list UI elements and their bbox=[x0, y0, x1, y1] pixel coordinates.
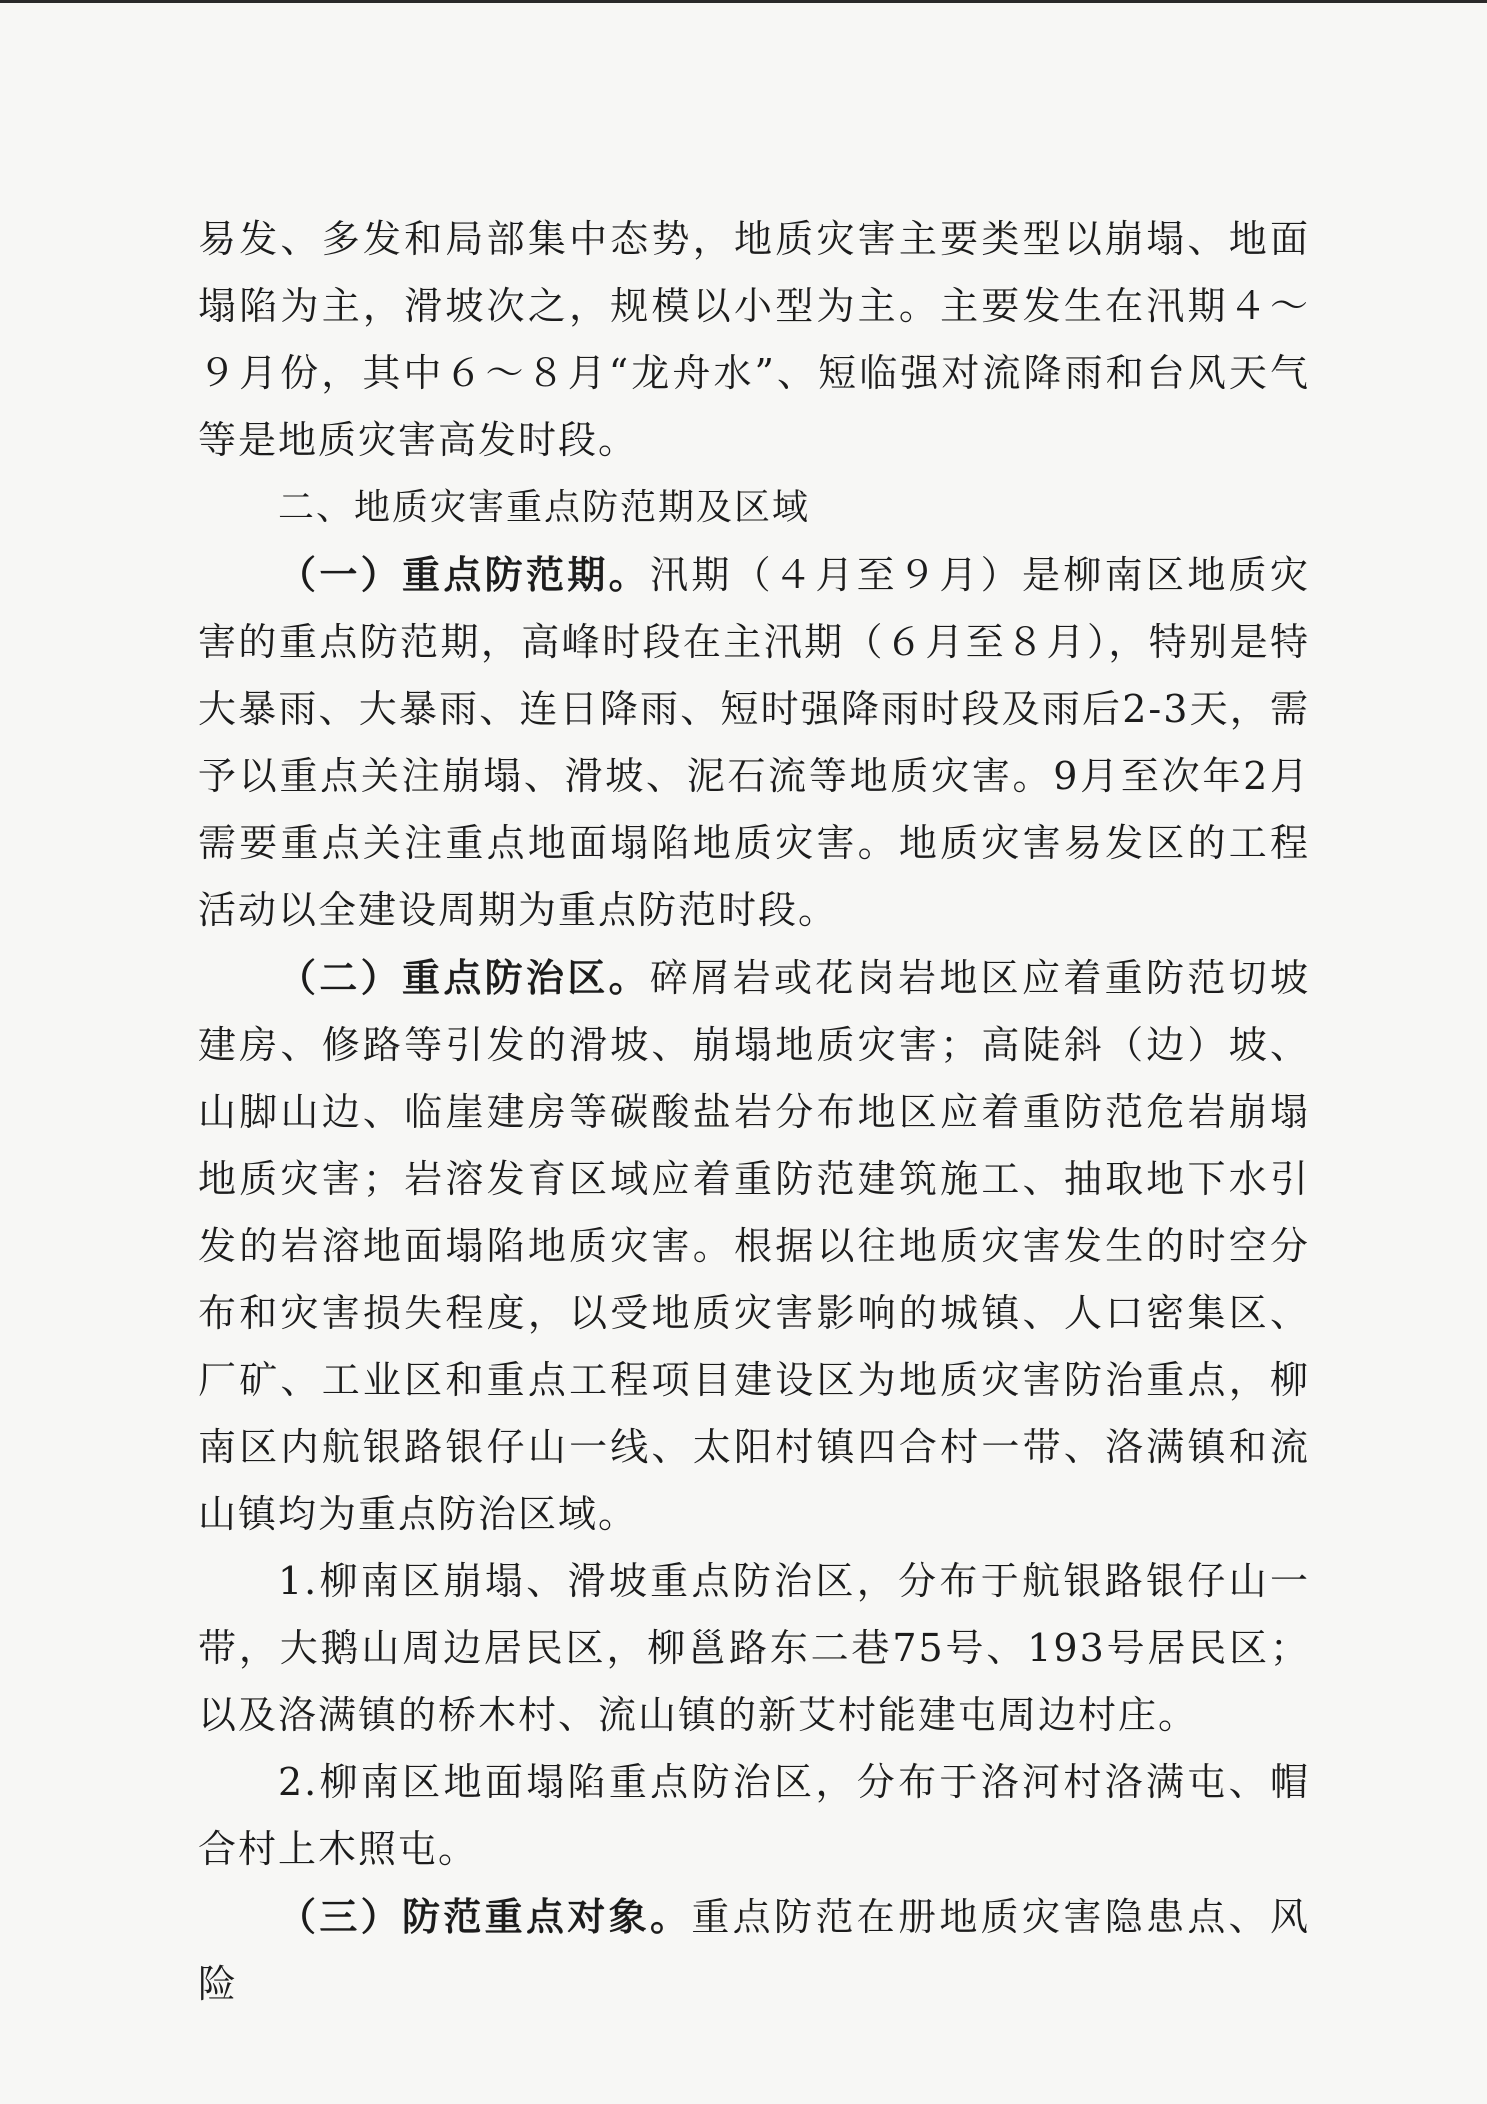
subsection-text: 重点防范在册地质灾害隐患点、风险 bbox=[198, 1895, 1310, 2006]
subsection-lead: （二）重点防治区。 bbox=[278, 955, 650, 1000]
subsection-lead: （三）防范重点对象。 bbox=[278, 1894, 692, 1939]
section-heading: 二、地质灾害重点防范期及区域 bbox=[278, 487, 811, 528]
document-body bbox=[198, 206, 1310, 2018]
paragraph-prevention-zones bbox=[198, 944, 1310, 1548]
list-item-subsidence-zone: 2.柳南区地面塌陷重点防治区，分布于洛河村洛满屯、帽合村上木照屯。 bbox=[198, 1760, 1310, 1871]
subsection-text: 碎屑岩或花岗岩地区应着重防范切坡建房、修路等引发的滑坡、崩塌地质灾害；高陡斜（边）坡、山脚山边、临崖建房等碳酸盐岩分布地区应着重防范危岩崩塌地质灾害；岩溶发育区域应着重防范建筑施工、抽取地下水引发的岩溶地面塌陷地质灾害。根据以往地质灾害发生的时空分布和灾害损失程度，以受地质灾害影响的城镇、人口密集区、厂矿、工业区和重点工程项目建设区为地质灾害防治重点，柳南区内航银路银仔山一线、太阳村镇四合村一带、洛满镇和流山镇均为重点防治区域。 bbox=[198, 956, 1310, 1536]
subsection-text: 汛期（４月至９月）是柳南区地质灾害的重点防范期，高峰时段在主汛期（６月至８月），特别是特大暴雨、大暴雨、连日降雨、短时强降雨时段及雨后2-3天，需予以重点关注崩塌、滑坡、泥石流等地质灾害。9月至次年2月需要重点关注重点地面塌陷地质灾害。地质灾害易发区的工程活动以全建设周期为重点防范时段。 bbox=[198, 553, 1310, 932]
list-item-collapse-landslide-zone: 1.柳南区崩塌、滑坡重点防治区，分布于航银路银仔山一带，大鹅山周边居民区，柳邕路东二巷75号、193号居民区；以及洛满镇的桥木村、流山镇的新艾村能建屯周边村庄。 bbox=[198, 1559, 1310, 1737]
subsection-lead: （一）重点防范期。 bbox=[278, 552, 650, 597]
paragraph-key-targets bbox=[198, 1883, 1310, 2018]
scan-top-edge bbox=[0, 0, 1487, 3]
paragraph-prevention-period bbox=[198, 541, 1310, 944]
paragraph-hazard-trend: 易发、多发和局部集中态势，地质灾害主要类型以崩塌、地面塌陷为主，滑坡次之，规模以小型为主。主要发生在汛期４～９月份，其中６～８月“龙舟水”、短临强对流降雨和台风天气等是地质灾害高发时段。 bbox=[198, 217, 1310, 462]
